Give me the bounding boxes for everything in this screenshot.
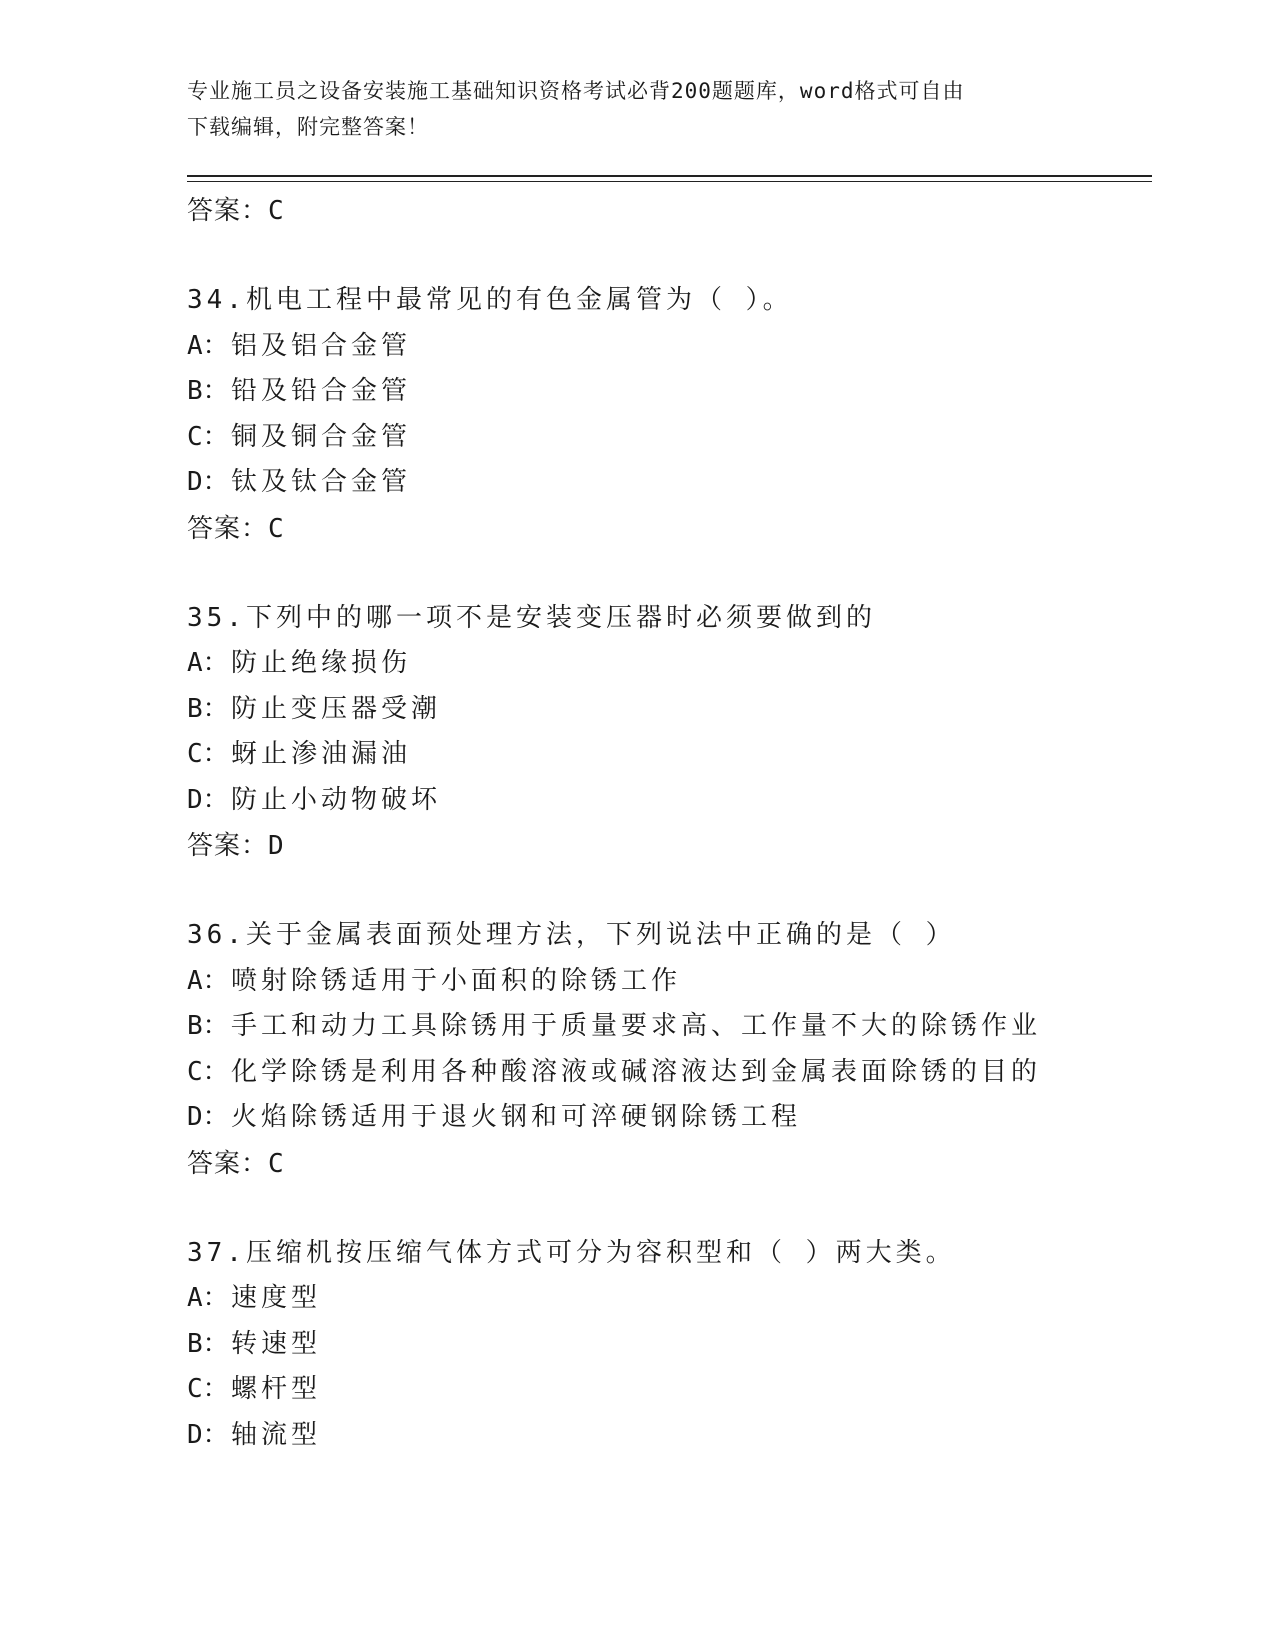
answer-line [187,823,1147,869]
option-b [187,687,1147,733]
option-text: 喷射除锈适用于小面积的除锈工作 [231,965,682,996]
option-text: 火焰除锈适用于退火钢和可淬硬钢除锈工程 [231,1102,802,1132]
option-d [187,460,1147,506]
answer-value: C [268,513,285,544]
option-text: 手工和动力工具除锈用于质量要求高、工作量不大的除锈作业 [231,1011,1042,1041]
answer-label: 答案： [187,1148,269,1179]
answer-line [187,1141,1147,1187]
header-divider-thick [187,175,1152,177]
option-text: 防止绝缘损伤 [231,648,412,678]
option-text: 速度型 [231,1283,322,1313]
answer-label: 答案： [187,513,269,544]
question-text: 34.机电工程中最常见的有色金属管为（ ）。 [187,285,793,315]
option-d [187,1095,1147,1141]
question-text: 36.关于金属表面预处理方法，下列说法中正确的是（ ） [187,920,956,950]
option-letter: B： [187,1011,229,1041]
option-b [187,1322,1147,1368]
option-letter: D： [187,1419,229,1450]
option-letter: A： [187,648,229,678]
option-letter: D： [187,467,229,497]
option-letter: A： [187,330,229,361]
option-letter: C： [187,1056,229,1087]
question-text: 35.下列中的哪一项不是安装变压器时必须要做到的 [187,602,876,633]
option-a [187,1276,1147,1322]
option-letter: D： [187,1102,229,1132]
option-text: 防止小动物破坏 [231,784,442,815]
answer-label: 答案： [187,831,269,861]
option-text: 转速型 [231,1328,322,1359]
option-text: 铝及铝合金管 [231,330,412,361]
option-b [187,1004,1147,1050]
option-d [187,778,1147,824]
option-b [187,369,1147,415]
option-letter: A： [187,965,229,996]
option-text: 防止变压器受潮 [231,693,442,724]
option-a [187,324,1147,370]
option-a [187,641,1147,687]
option-text: 轴流型 [231,1419,322,1450]
option-letter: B： [187,1328,229,1359]
answer-line [187,506,1147,552]
option-d [187,1413,1147,1459]
option-letter: B： [187,693,229,724]
option-letter: C： [187,1374,229,1404]
answer-value: C [268,196,285,226]
header-divider-thin [187,181,1152,182]
option-text: 铅及铅合金管 [231,376,412,406]
question-block [187,596,1147,870]
option-c [187,732,1147,778]
answer-line [187,188,1147,234]
document-header [187,73,1087,145]
option-text: 蚜止渗油漏油 [231,739,412,769]
option-letter: B： [187,376,229,406]
option-c [187,415,1147,461]
option-a [187,959,1147,1005]
option-c [187,1367,1147,1413]
header-title-line-2: 下载编辑，附完整答案！ [187,115,429,139]
answer-value: D [268,831,285,861]
question-block [187,1231,1147,1459]
question-block [187,278,1147,552]
option-text: 钛及钛合金管 [231,467,412,497]
question-block [187,913,1147,1187]
option-text: 化学除锈是利用各种酸溶液或碱溶液达到金属表面除锈的目的 [231,1056,1042,1087]
option-text: 铜及铜合金管 [231,421,412,452]
document-body [187,188,1147,1458]
option-text: 螺杆型 [231,1374,322,1404]
answer-value: C [268,1148,285,1179]
option-letter: D： [187,784,229,815]
option-c [187,1050,1147,1096]
answer-label: 答案： [187,196,269,226]
option-letter: A： [187,1283,229,1313]
question-text: 37.压缩机按压缩气体方式可分为容积型和（ ）两大类。 [187,1237,956,1268]
option-letter: C： [187,421,229,452]
option-letter: C： [187,739,229,769]
header-title-line-1: 专业施工员之设备安装施工基础知识资格考试必背200题题库，word格式可自由 [187,79,965,103]
